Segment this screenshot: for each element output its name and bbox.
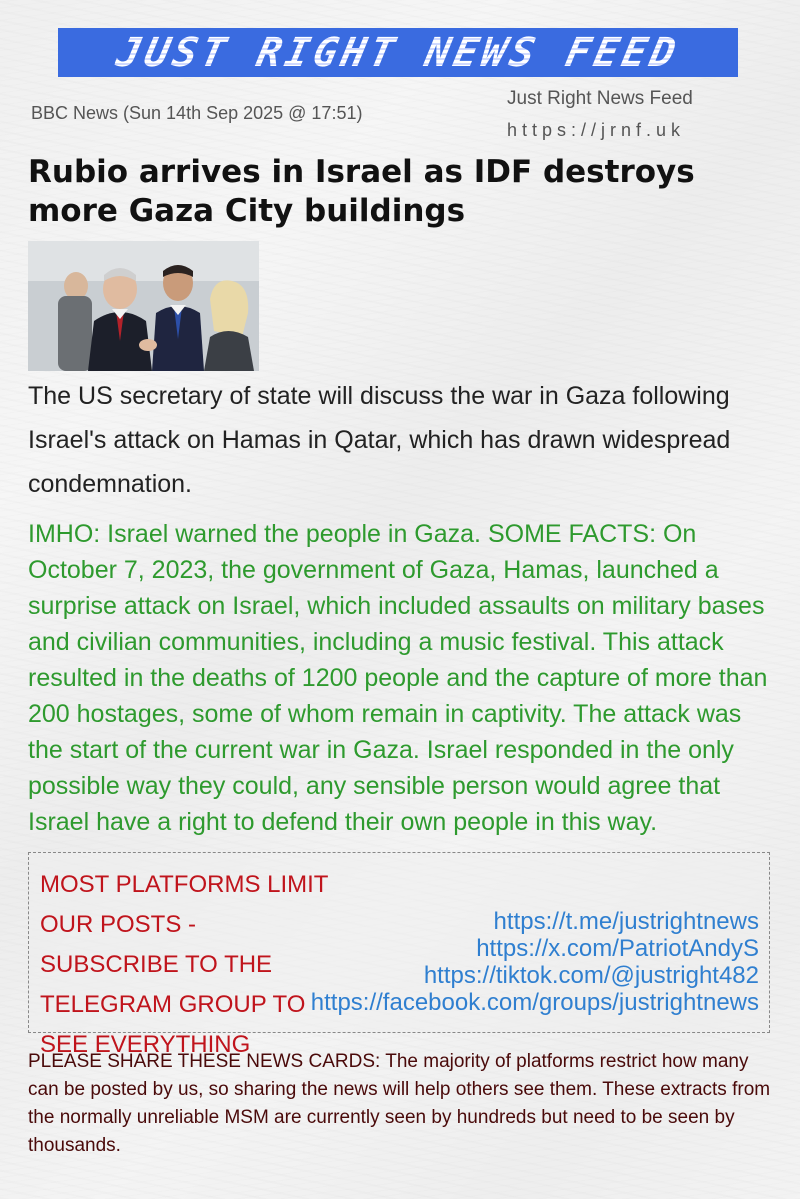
article-summary: The US secretary of state will discuss the war in Gaza following Israel's attack on Hamas in Qatar, which has drawn widespread condemnation. (28, 382, 731, 498)
photo-illustration (28, 241, 259, 371)
site-banner (58, 28, 738, 77)
site-name: Just Right News Feed (507, 88, 693, 109)
tiktok-link[interactable]: https://tiktok.com/@justright482 (423, 962, 759, 989)
share-notice: PLEASE SHARE THESE NEWS CARDS: The majority of platforms restrict how many can be posted by us, so sharing the news will help others see them. These extracts from the normally unreliable MSM are currently seen by hundreds but need to be seen by thousands. (28, 1051, 771, 1156)
subscribe-panel (28, 852, 770, 1058)
x-link[interactable]: https://x.com/PatriotAndyS (476, 935, 759, 962)
banner-title: JUST RIGHT NEWS FEED (112, 29, 684, 76)
article-photo (28, 241, 259, 371)
facebook-link[interactable]: https://facebook.com/groups/justrightnews (310, 989, 759, 1016)
telegram-link[interactable]: https://t.me/justrightnews (493, 908, 759, 935)
opinion-commentary: IMHO: Israel warned the people in Gaza. SOME FACTS: On October 7, 2023, the government of Gaza, Hamas, launched a surprise attack on Israel, which included assaults on military bases and civilian communities, including a music festival. This attack resulted in the deaths of 1200 people and the capture of more than 200 hostages, some of whom remain in captivity. The attack was the start of the current war in Gaza. Israel responded in the only possible way they could, any sensible person would agree that Israel have a right to defend their own people in this way. (28, 520, 768, 836)
site-url[interactable]: https://jrnf.uk (507, 120, 686, 140)
social-links (311, 908, 759, 1016)
article-headline: Rubio arrives in Israel as IDF destroys more Gaza City buildings (28, 154, 695, 229)
article-source: BBC News (Sun 14th Sep 2025 @ 17:51) (31, 103, 363, 123)
subscribe-message: MOST PLATFORMS LIMIT OUR POSTS - SUBSCRIBE TO THE TELEGRAM GROUP TO SEE EVERYTHING (40, 871, 329, 1058)
